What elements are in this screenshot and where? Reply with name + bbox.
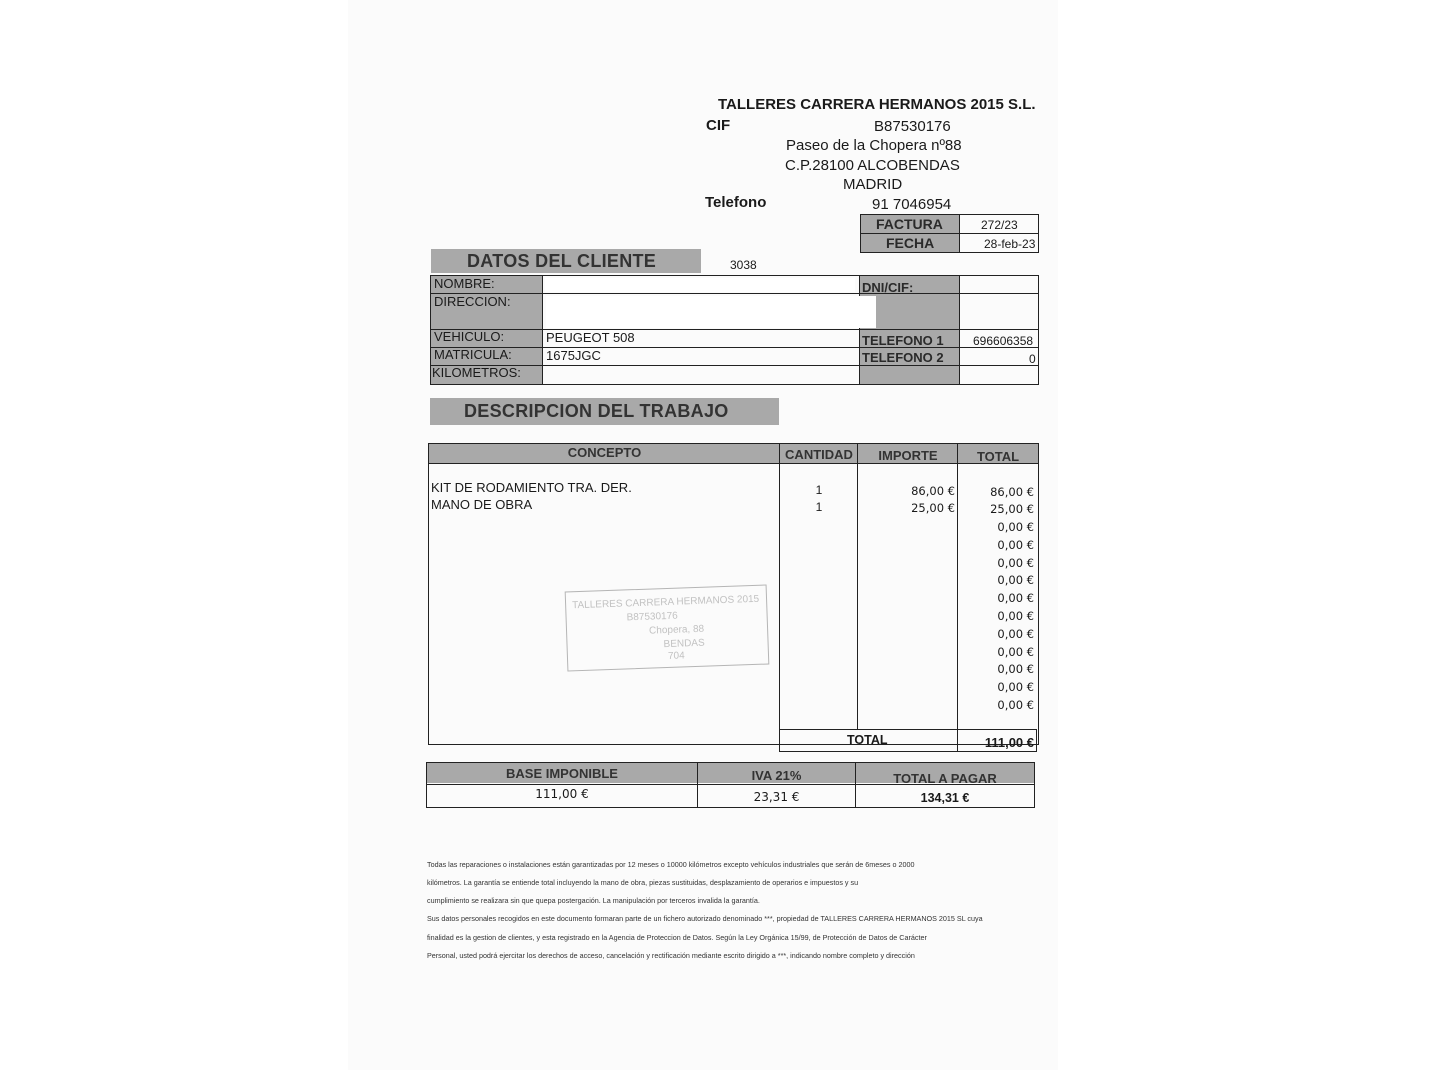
item-total: 0,00 € [997, 591, 1034, 606]
divider [430, 329, 1039, 330]
telefono1-label: TELEFONO 1 [862, 333, 944, 348]
col-total: TOTAL [976, 449, 1020, 464]
divider [542, 275, 543, 385]
item-importe: 25,00 € [911, 501, 955, 515]
item-total: 0,00 € [997, 537, 1034, 552]
telefono2-value: 0 [1029, 352, 1036, 366]
item-total: 0,00 € [997, 555, 1034, 570]
vehiculo-value: PEUGEOT 508 [546, 330, 635, 345]
dni-label: DNI/CIF: [862, 280, 914, 295]
direccion-label: DIRECCION: [434, 294, 511, 309]
stamp-line: B87530176 [626, 610, 678, 624]
cif-label: CIF [706, 117, 731, 134]
base-label: BASE IMPONIBLE [506, 766, 618, 781]
matricula-label: MATRICULA: [434, 347, 512, 362]
matricula-value: 1675JGC [546, 348, 601, 363]
item-total: 0,00 € [997, 573, 1034, 588]
kilometros-label: KILOMETROS: [432, 365, 521, 380]
item-total: 0,00 € [997, 662, 1034, 677]
item-total: 86,00 € [990, 485, 1034, 499]
item-concepto: MANO DE OBRA [431, 497, 533, 512]
col-cantidad: CANTIDAD [785, 447, 853, 462]
legal-line: cumplimiento se realizara sin que quepa postergación. La manipulación por terceros invalida la garantía. [427, 896, 760, 905]
client-number: 3038 [730, 258, 757, 272]
stamp-line: TALLERES CARRERA HERMANOS 2015 [571, 593, 760, 612]
item-total: 0,00 € [997, 609, 1034, 623]
col-importe: IMPORTE [878, 448, 938, 463]
stamp-line: 704 [667, 650, 685, 662]
divider [860, 233, 1039, 234]
stamp-line: BENDAS [663, 637, 705, 651]
redacted-address [546, 296, 876, 328]
item-total: 25,00 € [990, 502, 1034, 516]
divider [430, 347, 1039, 348]
company-postal: C.P.28100 ALCOBENDAS [785, 157, 960, 174]
fecha-value: 28-feb-23 [984, 237, 1036, 251]
pagar-label: TOTAL A PAGAR [893, 771, 997, 786]
vehiculo-label: VEHICULO: [434, 329, 505, 344]
divider [959, 275, 960, 385]
telefono1-value: 696606358 [973, 334, 1034, 348]
telefono2-label: TELEFONO 2 [862, 350, 944, 365]
item-total: 0,00 € [997, 698, 1034, 712]
company-name: TALLERES CARRERA HERMANOS 2015 S.L. [718, 96, 1036, 113]
item-total: 0,00 € [997, 680, 1034, 695]
item-cantidad: 1 [815, 483, 823, 497]
company-stamp [565, 584, 770, 671]
cif-value: B87530176 [874, 118, 951, 135]
phone-label: Telefono [705, 194, 767, 211]
item-cantidad: 1 [815, 500, 823, 514]
stamp-line: Chopera, 88 [648, 623, 705, 637]
factura-number: 272/23 [981, 218, 1018, 232]
base-value: 111,00 € [535, 787, 589, 801]
company-address: Paseo de la Chopera nº88 [786, 137, 962, 154]
item-importe: 86,00 € [911, 484, 955, 498]
total-value: 111,00 € [984, 735, 1034, 750]
legal-line: finalidad es la gestion de clientes, y esta registrado en la Agencia de Proteccion de Datos. Según la Ley Orgánica 15/99, de Protección de Datos de Carácter [427, 933, 927, 942]
work-section-title: DESCRIPCION DEL TRABAJO [464, 401, 729, 421]
item-concepto: KIT DE RODAMIENTO TRA. DER. [431, 480, 632, 495]
phone-value: 91 7046954 [872, 196, 952, 213]
legal-line: Personal, usted podrá ejercitar los derechos de acceso, cancelación y rectificación mediante escrito dirigido a ***, indicando nombre completo y dirección [427, 951, 915, 960]
nombre-label: NOMBRE: [434, 276, 495, 291]
legal-line: kilómetros. La garantía se entiende total incluyendo la mano de obra, piezas sustituidas, desplazamiento de operarios e impuestos y su [427, 878, 859, 887]
redacted-name [545, 278, 855, 292]
divider [430, 365, 1039, 366]
divider [859, 275, 860, 385]
col-concepto: CONCEPTO [567, 445, 642, 460]
item-total: 0,00 € [997, 520, 1034, 534]
iva-label: IVA 21% [751, 768, 802, 783]
item-total: 0,00 € [997, 626, 1034, 641]
company-city: MADRID [843, 176, 903, 193]
item-total: 0,00 € [997, 644, 1034, 659]
iva-value: 23,31 € [753, 790, 800, 804]
total-label: TOTAL [847, 733, 888, 747]
legal-line: Sus datos personales recogidos en este documento formaran parte de un fichero autorizado denominado ***, propiedad de TALLERES CARRERA HERMANOS 2015 SL cuya [427, 914, 983, 923]
client-section-title: DATOS DEL CLIENTE [467, 251, 657, 271]
divider [430, 293, 1039, 294]
factura-label: FACTURA [876, 216, 943, 232]
fecha-label: FECHA [886, 235, 935, 251]
pagar-value: 134,31 € [920, 791, 970, 805]
divider [428, 463, 1039, 464]
legal-line: Todas las reparaciones o instalaciones están garantizadas por 12 meses o 10000 kilómetros excepto vehículos industriales que serán de 6meses o 2000 [427, 860, 915, 869]
